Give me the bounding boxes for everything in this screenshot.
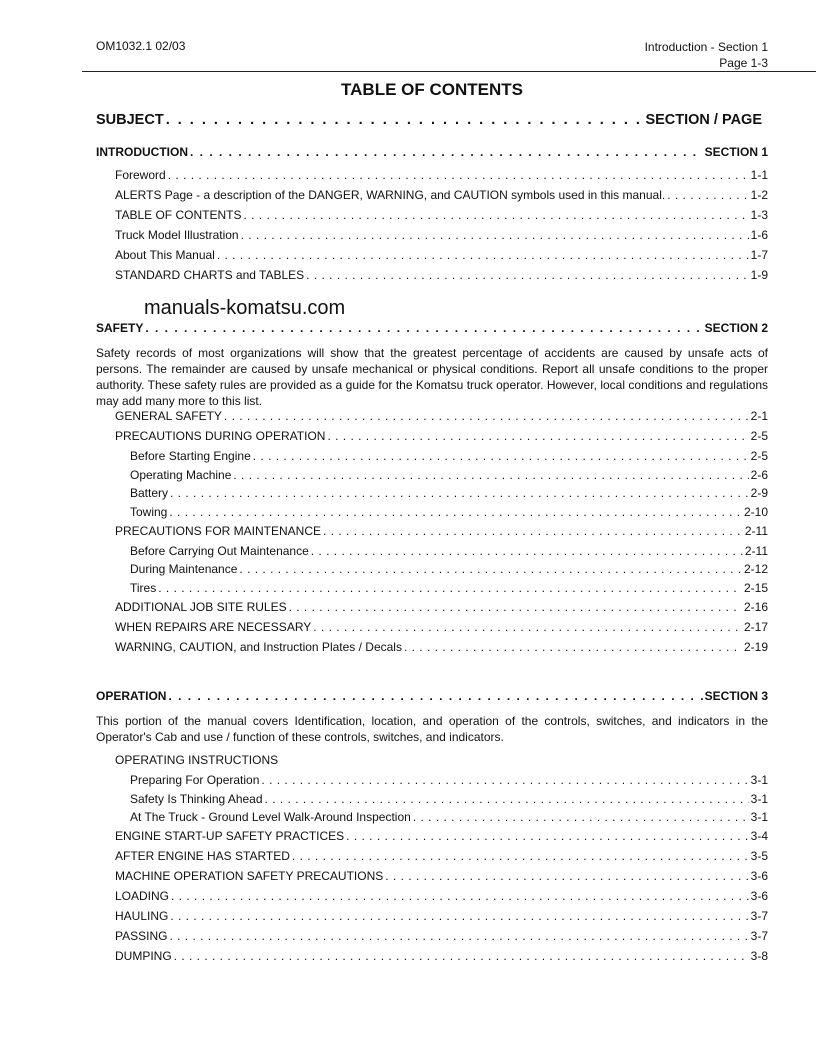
- leader-dots: [413, 810, 749, 824]
- page-number: Page 1-3: [719, 56, 768, 70]
- leader-dots: [313, 620, 742, 634]
- leader-dots: [327, 429, 748, 443]
- leader-dots: [265, 792, 749, 806]
- page-title: TABLE OF CONTENTS: [341, 80, 523, 99]
- watermark-text: manuals-komatsu.com: [144, 297, 346, 319]
- entry-page: 3-7: [750, 909, 768, 923]
- entry-label: Towing: [130, 505, 168, 519]
- entry-page: 2-15: [743, 581, 768, 595]
- entry-page: 3-8: [750, 949, 768, 963]
- toc-entry[interactable]: [115, 909, 768, 923]
- entry-page: 2-11: [744, 524, 768, 538]
- entry-label: ADDITIONAL JOB SITE RULES: [115, 600, 287, 614]
- entry-page: 2-5: [750, 429, 768, 443]
- entry-page: 2-9: [750, 486, 768, 500]
- toc-entry[interactable]: [115, 849, 768, 863]
- entry-label: Truck Model Illustration: [115, 228, 239, 242]
- entry-label: TABLE OF CONTENTS: [115, 208, 242, 222]
- toc-entry[interactable]: [115, 949, 768, 963]
- entry-page: 2-1: [750, 409, 768, 423]
- leader-dots: [166, 112, 644, 128]
- toc-entry[interactable]: [115, 640, 768, 654]
- toc-subentry[interactable]: [130, 581, 768, 595]
- leader-dots: [224, 409, 749, 423]
- entry-page: 3-7: [750, 929, 768, 943]
- entry-label: Foreword: [115, 168, 166, 182]
- leader-dots: [253, 449, 749, 463]
- toc-subentry[interactable]: [130, 486, 768, 500]
- leader-dots: [239, 562, 742, 576]
- entry-page: 1-1: [750, 168, 768, 182]
- entry-label: Tires: [130, 581, 157, 595]
- entry-page: 1-2: [750, 188, 768, 202]
- entry-page: 3-1: [750, 773, 768, 787]
- toc-entry[interactable]: [115, 429, 768, 443]
- section-number: SECTION 2: [704, 321, 768, 335]
- toc-subentry[interactable]: [130, 468, 768, 482]
- toc-entry[interactable]: [115, 248, 768, 262]
- toc-subentry[interactable]: [130, 505, 768, 519]
- leader-dots: [306, 268, 748, 282]
- entry-page: 2-5: [750, 449, 768, 463]
- entry-label: WHEN REPAIRS ARE NECESSARY: [115, 620, 312, 634]
- leader-dots: [289, 600, 742, 614]
- toc-entry[interactable]: [115, 829, 768, 843]
- subject-header-row: [96, 112, 762, 128]
- leader-dots: [217, 248, 749, 262]
- toc-subentry[interactable]: [130, 810, 768, 824]
- toc-subentry[interactable]: [130, 544, 768, 558]
- leader-dots: [241, 228, 749, 242]
- entry-page: 2-11: [744, 544, 768, 558]
- entry-label: HAULING: [115, 909, 169, 923]
- entry-label: Before Starting Engine: [130, 449, 251, 463]
- leader-dots: [385, 869, 748, 883]
- leader-dots: [169, 929, 748, 943]
- entry-page: 3-1: [750, 810, 768, 824]
- leader-dots: [145, 321, 702, 335]
- entry-label: DUMPING: [115, 949, 172, 963]
- leader-dots: [261, 773, 748, 787]
- toc-entry[interactable]: [115, 208, 768, 222]
- toc-subentry[interactable]: [130, 562, 768, 576]
- toc-subentry[interactable]: [130, 449, 768, 463]
- entry-page: 2-19: [743, 640, 768, 654]
- operation-description: This portion of the manual covers Identification, location, and operation of the controls, switches, and indicators in the Operator's Cab and use / function of these controls, switches, and indicators.: [96, 714, 768, 744]
- leader-dots: [346, 829, 748, 843]
- toc-entry[interactable]: [115, 409, 768, 423]
- section-number: SECTION 3: [704, 689, 768, 703]
- entry-label: LOADING: [115, 889, 170, 903]
- leader-dots: [190, 145, 703, 159]
- entry-page: 3-1: [750, 792, 768, 806]
- section-number: SECTION 1: [704, 145, 768, 159]
- leader-dots: [158, 581, 742, 595]
- entry-page: 3-6: [750, 889, 768, 903]
- entry-page: 1-6: [750, 228, 768, 242]
- toc-entry[interactable]: [115, 268, 768, 282]
- toc-subentry[interactable]: [130, 792, 768, 806]
- leader-dots: [404, 640, 742, 654]
- entry-label: Operating Machine: [130, 468, 232, 482]
- entry-page: 2-12: [743, 562, 768, 576]
- leader-dots: [170, 909, 748, 923]
- entry-page: 3-6: [750, 869, 768, 883]
- leader-dots: [171, 889, 749, 903]
- entry-label: PRECAUTIONS DURING OPERATION: [115, 429, 326, 443]
- subject-label: SUBJECT: [96, 112, 164, 128]
- toc-section-introduction[interactable]: [96, 145, 768, 159]
- toc-section-operation[interactable]: [96, 689, 768, 703]
- entry-label: Before Carrying Out Maintenance: [130, 544, 309, 558]
- leader-dots: [170, 486, 749, 500]
- entry-label: ALERTS Page - a description of the DANGER, WARNING, and CAUTION symbols used in this manual.: [115, 188, 666, 202]
- leader-dots: [323, 524, 743, 538]
- toc-entry[interactable]: [115, 168, 768, 182]
- entry-label: PASSING: [115, 929, 168, 943]
- toc-section-safety[interactable]: [96, 321, 768, 335]
- entry-label: WARNING, CAUTION, and Instruction Plates / Decals: [115, 640, 402, 654]
- entry-page: 2-16: [743, 600, 768, 614]
- entry-label: At The Truck - Ground Level Walk-Around Inspection: [130, 810, 411, 824]
- leader-dots: [169, 505, 742, 519]
- entry-label: During Maintenance: [130, 562, 238, 576]
- section-heading: SAFETY: [96, 321, 144, 335]
- doc-code: OM1032.1 02/03: [96, 39, 186, 53]
- toc-entry[interactable]: [115, 620, 768, 634]
- entry-label: ENGINE START-UP SAFETY PRACTICES: [115, 829, 345, 843]
- entry-label: About This Manual: [115, 248, 215, 262]
- entry-label: MACHINE OPERATION SAFETY PRECAUTIONS: [115, 869, 384, 883]
- entry-label: Preparing For Operation: [130, 773, 260, 787]
- entry-page: 3-5: [750, 849, 768, 863]
- leader-dots: [667, 188, 748, 202]
- entry-label: PRECAUTIONS FOR MAINTENANCE: [115, 524, 322, 538]
- leader-dots: [243, 208, 748, 222]
- entry-page: 3-4: [750, 829, 768, 843]
- entry-label: AFTER ENGINE HAS STARTED: [115, 849, 290, 863]
- safety-description: Safety records of most organizations will show that the greatest percentage of accidents are caused by unsafe acts of persons. The remainder are caused by unsafe mechanical or physical conditions. Report all unsafe conditions to the proper authority. These safety rules are provided as a guide for the Komatsu truck operator. However, local conditions and regulations may add many more to this list.: [96, 346, 768, 408]
- toc-subentry[interactable]: [130, 773, 768, 787]
- leader-dots: [168, 689, 702, 703]
- leader-dots: [168, 168, 749, 182]
- entry-page: 1-7: [750, 248, 768, 262]
- toc-entry[interactable]: [115, 228, 768, 242]
- table-of-contents: [96, 0, 768, 1056]
- toc-entry[interactable]: [115, 889, 768, 903]
- leader-dots: [233, 468, 748, 482]
- toc-entry[interactable]: [115, 929, 768, 943]
- leader-dots: [174, 949, 749, 963]
- section-heading: OPERATION: [96, 689, 167, 703]
- leader-dots: [311, 544, 743, 558]
- operating-instructions-heading[interactable]: OPERATING INSTRUCTIONS: [115, 753, 279, 767]
- entry-page: 1-9: [750, 268, 768, 282]
- entry-label: Battery: [130, 486, 169, 500]
- entry-label: GENERAL SAFETY: [115, 409, 222, 423]
- entry-label: Safety Is Thinking Ahead: [130, 792, 263, 806]
- toc-entry[interactable]: [115, 188, 768, 202]
- leader-dots: [292, 849, 749, 863]
- toc-entry[interactable]: [115, 600, 768, 614]
- entry-page: 2-10: [743, 505, 768, 519]
- entry-page: 1-3: [750, 208, 768, 222]
- entry-page: 2-6: [750, 468, 768, 482]
- entry-label: STANDARD CHARTS and TABLES: [115, 268, 305, 282]
- section-label: Introduction - Section 1: [644, 40, 768, 54]
- entry-page: 2-17: [743, 620, 768, 634]
- toc-entry[interactable]: [115, 524, 768, 538]
- section-heading: INTRODUCTION: [96, 145, 188, 159]
- section-page-label: SECTION / PAGE: [645, 112, 762, 128]
- toc-entry[interactable]: [115, 869, 768, 883]
